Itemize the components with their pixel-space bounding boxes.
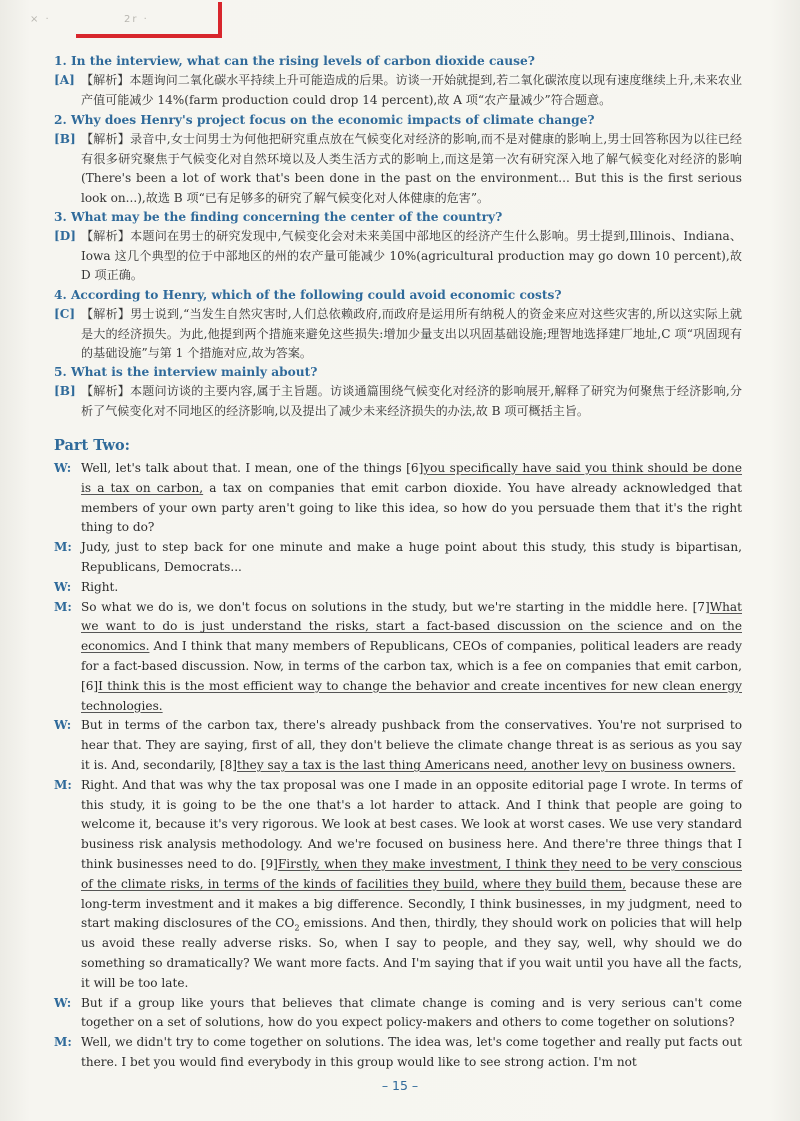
dialogue-text: emissions. And then, thirdly, they should work on policies that will help us avoid these really adverse risks. So, when I say to people, and they say, well, why should we do something so dramatically? We want more facts. And I'm saying that if you wait until you have all the facts, it will be too late.: [81, 916, 743, 990]
explanation-text-3: 【解析】本题问在男士的研究发现中,气候变化会对未来美国中部地区的经济产生什么影响。男士提到,Illinois、Indiana、Iowa 这几个典型的位于中部地区的州的农产量可能减少 10%(agricultural production may go down 10 percent),故 D 项正确。: [81, 229, 742, 282]
speaker-label: M:: [54, 1035, 72, 1050]
page-number: – 15 –: [381, 1078, 419, 1093]
answer-block-2: [54, 111, 742, 208]
dialogue-text: a tax on companies that emit carbon dioxide. You have already acknowledged that members of your own party aren't going to like this idea, so how do you persuade them that it's the right thing to do?: [81, 480, 743, 535]
answer-underline-text: they say a tax is the last thing Americans need, another levy on business owners.: [237, 757, 736, 772]
speaker-label: M:: [54, 599, 72, 614]
speaker-label: M:: [54, 777, 72, 792]
dialogue-text: because these are long-term investment and it makes a big difference. Secondly, I think businesses, in my judgment, need to start making disclosures of the CO: [81, 876, 742, 931]
question-5: 5. What is the interview mainly about?: [54, 365, 318, 379]
dialogue-text: Judy, just to step back for one minute and make a huge point about this study, this study is bipartisan, Republicans, Democrats...: [81, 540, 742, 574]
explanation-text-1: 【解析】本题询问二氧化碳水平持续上升可能造成的后果。访谈一开始就提到,若二氧化碳浓度以现有速度继续上升,未来农业产值可能减少 14%(farm production could drop 14 percent),故 A 项“农产量减少”符合题意。: [81, 73, 742, 107]
explanation-text-4: 【解析】男士说到,“当发生自然灾害时,人们总依赖政府,而政府是运用所有纳税人的资金来应对这些灾害的,所以这实际上就是大的经济损失。为此,他提到两个措施来避免这些损失:增加少量支出以巩固基础设施;理智地选择建厂地址,C 项“巩固现有的基础设施”与第 1 个措施对应,故为答案。: [81, 307, 742, 360]
answer-block-5: [54, 363, 742, 421]
answer-block-4: [54, 286, 742, 364]
explanation-2: [54, 130, 742, 208]
explanation-text-5: 【解析】本题问访谈的主要内容,属于主旨题。访谈通篇围绕气候变化对经济的影响展开,解释了研究为何聚焦于经济影响,分析了气候变化对不同地区的经济影响,以及提出了减少未来经济损失的办法,故 B 项可概括主旨。: [81, 384, 742, 418]
answer-underline-text: I think this is the most efficient way to change the behavior and create incentives for new clean energy technologies.: [81, 678, 742, 713]
speaker-label: W:: [54, 461, 72, 475]
dialogue-text: 2: [294, 923, 300, 933]
answer-letter-2: [B]: [54, 132, 76, 146]
question-3: 3. What may be the finding concerning the center of the country?: [54, 210, 503, 224]
dialogue-text: But in terms of the carbon tax, there's already pushback from the conservatives. You're not surprised to hear that. They are saying, first of all, they don't believe the climate change threat is as serious as you say it is. And, secondarily, [8]: [81, 718, 742, 772]
dialogue-text: And I think that many members of Republicans, CEOs of companies, political leaders are ready for a fact-based discussion. Now, in terms of the carbon tax, which is a fee on companies that emit carbon, [6]: [81, 639, 742, 693]
answer-underline-text: What we want to do is just understand the risks, start a fact-based discussion on the science and on the economics.: [81, 599, 742, 654]
dialogue-turn: [54, 716, 742, 775]
dialogue-text: But if a group like yours that believes that climate change is coming and is very serious can't come together on a set of solutions, how do you expect policy-makers and others to come together on solutions?: [81, 995, 742, 1030]
answer-letter-1: [A]: [54, 73, 75, 87]
dialogue-text: Right. And that was why the tax proposal was one I made in an opposite editorial page I wrote. In terms of this study, it is going to be the one that's a lot harder to attack. And I think that people are going to welcome it, because it's very rigorous. We look at best cases. We look at worst cases. We use very standard business risk analysis methodology. And we're focused on business here. And there're three things that I think businesses need to do. [9]: [81, 777, 742, 871]
explanation-5: [54, 382, 742, 421]
answer-underline-text: Firstly, when they make investment, I think they need to be very conscious of the climate risks, in terms of the kinds of facilities they build, where they build them,: [81, 856, 742, 891]
speaker-label: M:: [54, 540, 72, 555]
question-2: 2. Why does Henry's project focus on the economic impacts of climate change?: [54, 113, 595, 127]
faint-handwriting-2: 2r ·: [124, 14, 149, 25]
answer-letter-3: [D]: [54, 229, 76, 243]
explanation-4: [54, 305, 742, 364]
explanation-1: [54, 71, 742, 110]
dialogue-text: So what we do is, we don't focus on solutions in the study, but we're starting in the middle here. [7]: [81, 599, 710, 614]
dialogue-text: Well, we didn't try to come together on solutions. The idea was, let's come together and really put facts out there. I bet you would find everybody in this group would like to see strong action. I'm not: [81, 1035, 742, 1069]
faint-handwriting: × ·: [30, 14, 51, 25]
answer-block-1: [54, 52, 742, 110]
dialogue-text: Right.: [81, 579, 119, 594]
speaker-label: W:: [54, 995, 72, 1010]
question-1: 1. In the interview, what can the rising levels of carbon dioxide cause?: [54, 54, 535, 68]
speaker-label: W:: [54, 579, 72, 594]
transcript: [54, 459, 742, 1073]
dialogue-turn: [54, 776, 742, 994]
dialogue-turn: [54, 994, 742, 1034]
red-stamp-mark: [76, 2, 222, 38]
explanation-3: [54, 227, 742, 286]
dialogue-turn: [54, 459, 742, 538]
answer-letter-4: [C]: [54, 307, 76, 321]
dialogue-turn: [54, 598, 742, 717]
answer-underline-text: you specifically have said you think should be done is a tax on carbon,: [81, 461, 742, 495]
dialogue-turn: [54, 1033, 742, 1073]
answer-letter-5: [B]: [54, 384, 76, 398]
dialogue-text: Well, let's talk about that. I mean, one of the things [6]: [81, 461, 424, 475]
dialogue-turn: [54, 538, 742, 578]
answer-block-3: [54, 208, 742, 286]
dialogue-turn: [54, 578, 742, 598]
explanation-text-2: 【解析】录音中,女士问男士为何他把研究重点放在气候变化对经济的影响,而不是对健康的影响上,男士回答称因为以往已经有很多研究聚焦于气候变化对自然环境以及人类生活方式的影响上,而这是第一次有研究深入地了解气候变化对经济的影响 (There's been a lot of work that's been done in the past on the environment... But this is the first serious look on...),故选 B 项“已有足够多的研究了解气候变化对人体健康的危害”。: [81, 132, 742, 205]
question-4: 4. According to Henry, which of the following could avoid economic costs?: [54, 288, 562, 302]
section-heading: Part Two:: [54, 437, 130, 454]
speaker-label: W:: [54, 718, 72, 733]
